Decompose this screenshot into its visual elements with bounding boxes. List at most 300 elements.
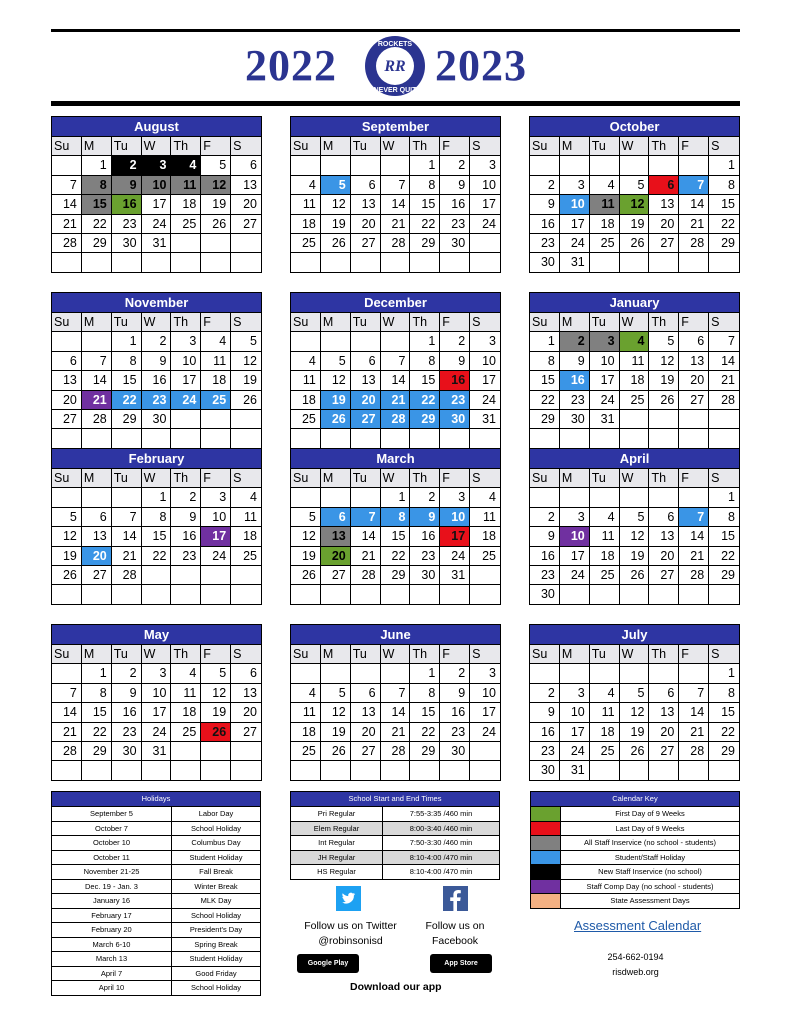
day-cell: 23 [171, 546, 201, 565]
day-cell: 31 [142, 741, 172, 760]
day-cell: 3 [440, 487, 470, 506]
day-cell: 17 [440, 526, 470, 545]
day-cell: 2 [440, 155, 470, 174]
weekday-header: S [470, 644, 500, 663]
day-cell: 24 [142, 722, 172, 741]
twitter-icon[interactable] [336, 886, 361, 911]
day-cell: 13 [52, 370, 82, 389]
month-april [529, 448, 740, 605]
month-march [290, 448, 501, 605]
day-cell: 7 [679, 175, 709, 194]
day-cell: 26 [620, 233, 650, 252]
day-cell: 2 [530, 507, 560, 526]
holidays-cell-value: Labor Day [198, 809, 234, 818]
key-swatch [531, 865, 561, 879]
schedule-cell-value: 7:55-3:35 /460 min [409, 809, 473, 818]
header-bottom-rule [51, 101, 740, 106]
day-cell: 14 [52, 702, 82, 721]
empty-cell [620, 487, 650, 506]
day-cell: 17 [560, 722, 590, 741]
day-cell: 17 [142, 702, 172, 721]
day-cell: 1 [82, 155, 112, 174]
key-row [531, 821, 739, 836]
weekday-header: S [470, 136, 500, 155]
empty-cell [530, 428, 560, 447]
twitter-follow[interactable] [298, 919, 403, 949]
empty-cell [321, 428, 351, 447]
day-cell: 27 [351, 741, 381, 760]
day-cell: 31 [590, 409, 620, 428]
empty-cell [560, 663, 590, 682]
schedule-row [291, 850, 499, 865]
weekday-header: F [201, 468, 231, 487]
holidays-row [52, 835, 260, 850]
day-cell: 18 [171, 194, 201, 213]
day-cell: 23 [112, 214, 142, 233]
day-cell: 23 [440, 390, 470, 409]
empty-cell [321, 584, 351, 603]
day-cell: 23 [112, 722, 142, 741]
weekday-header: Th [410, 468, 440, 487]
empty-cell [351, 155, 381, 174]
empty-cell [649, 252, 679, 271]
day-cell: 21 [679, 546, 709, 565]
day-cell: 17 [142, 194, 172, 213]
day-cell: 16 [440, 702, 470, 721]
empty-cell [201, 584, 231, 603]
empty-cell [620, 428, 650, 447]
day-cell: 30 [440, 741, 470, 760]
day-cell: 7 [381, 175, 411, 194]
weekday-header: F [440, 312, 470, 331]
schedule-cell-label: HS Regular [291, 865, 383, 879]
empty-cell [470, 252, 500, 271]
day-cell: 1 [410, 663, 440, 682]
empty-cell [530, 155, 560, 174]
day-cell: 30 [440, 233, 470, 252]
day-cell: 7 [679, 507, 709, 526]
empty-cell [201, 565, 231, 584]
day-cell: 26 [620, 741, 650, 760]
month-october [529, 116, 740, 273]
day-cell: 29 [82, 741, 112, 760]
empty-cell [620, 663, 650, 682]
holidays-row [52, 908, 260, 923]
weekday-header: Th [649, 312, 679, 331]
holidays-row [52, 806, 260, 821]
day-cell: 4 [590, 175, 620, 194]
holidays-cell-label: January 16 [52, 894, 172, 908]
empty-cell [52, 252, 82, 271]
top-rule [51, 29, 740, 32]
key-swatch [531, 880, 561, 894]
day-cell: 23 [530, 233, 560, 252]
app-store-button[interactable]: App Store [430, 954, 492, 973]
day-cell: 1 [530, 331, 560, 350]
day-cell: 4 [590, 683, 620, 702]
holidays-cell-label: February 20 [52, 923, 172, 937]
day-cell: 15 [709, 526, 739, 545]
day-cell: 1 [709, 663, 739, 682]
day-cell: 8 [82, 175, 112, 194]
day-cell: 2 [142, 331, 172, 350]
day-cell: 2 [530, 683, 560, 702]
day-cell: 24 [560, 233, 590, 252]
weekday-header: F [679, 312, 709, 331]
day-cell: 18 [291, 214, 321, 233]
empty-cell [291, 584, 321, 603]
empty-cell [410, 584, 440, 603]
day-cell: 19 [649, 370, 679, 389]
day-cell: 19 [321, 390, 351, 409]
google-play-button[interactable]: Google Play [297, 954, 359, 973]
empty-cell [231, 252, 261, 271]
schedule-cell-value: 8:00-3:40 /460 min [383, 822, 499, 836]
logo-initials: RR [384, 58, 406, 75]
key-row [531, 835, 739, 850]
day-cell: 26 [321, 741, 351, 760]
holidays-cell-value: School Holiday [190, 983, 242, 992]
empty-cell [440, 252, 470, 271]
day-cell: 3 [560, 507, 590, 526]
month-february [51, 448, 262, 605]
holidays-cell-label: February 17 [52, 909, 172, 923]
calendar-key-table [530, 791, 740, 909]
day-cell: 25 [590, 565, 620, 584]
day-cell: 29 [112, 409, 142, 428]
day-cell: 2 [171, 487, 201, 506]
day-cell: 16 [142, 370, 172, 389]
day-cell: 8 [82, 683, 112, 702]
day-cell: 10 [590, 351, 620, 370]
day-cell: 6 [351, 175, 381, 194]
empty-cell [590, 584, 620, 603]
empty-cell [679, 155, 709, 174]
day-cell: 4 [291, 351, 321, 370]
empty-cell [82, 428, 112, 447]
day-cell: 7 [709, 331, 739, 350]
day-cell: 19 [620, 546, 650, 565]
empty-cell [52, 428, 82, 447]
day-cell: 3 [171, 331, 201, 350]
day-cell: 16 [530, 722, 560, 741]
day-cell: 18 [590, 722, 620, 741]
day-cell: 22 [530, 390, 560, 409]
day-cell: 13 [649, 194, 679, 213]
weekday-header: S [470, 312, 500, 331]
day-cell: 19 [52, 546, 82, 565]
empty-cell [590, 487, 620, 506]
empty-cell [530, 487, 560, 506]
assessment-calendar-link[interactable]: Assessment Calendar [574, 918, 702, 933]
empty-cell [171, 584, 201, 603]
year-end: 2023 [435, 41, 527, 90]
weekday-header: Th [171, 468, 201, 487]
empty-cell [381, 252, 411, 271]
month-june [290, 624, 501, 781]
empty-cell [82, 487, 112, 506]
weekday-header: Su [291, 644, 321, 663]
day-cell: 29 [709, 233, 739, 252]
weekday-header: Su [291, 468, 321, 487]
empty-cell [142, 565, 172, 584]
weekday-header: F [440, 644, 470, 663]
day-cell: 10 [142, 175, 172, 194]
day-cell: 31 [560, 760, 590, 779]
day-cell: 7 [112, 507, 142, 526]
day-cell: 31 [560, 252, 590, 271]
day-cell: 30 [530, 760, 560, 779]
day-cell: 13 [351, 702, 381, 721]
day-cell: 18 [291, 722, 321, 741]
empty-cell [649, 487, 679, 506]
day-cell: 20 [82, 546, 112, 565]
day-cell: 6 [82, 507, 112, 526]
day-cell: 14 [112, 526, 142, 545]
month-title: November [52, 293, 261, 312]
weekday-header: M [560, 136, 590, 155]
day-cell: 4 [470, 487, 500, 506]
empty-cell [291, 663, 321, 682]
day-cell: 21 [381, 390, 411, 409]
weekday-header: S [231, 644, 261, 663]
day-cell: 14 [381, 194, 411, 213]
holidays-cell-label: September 5 [52, 807, 172, 821]
day-cell: 28 [381, 409, 411, 428]
day-cell: 1 [410, 331, 440, 350]
key-cell-value: First Day of 9 Weeks [615, 809, 685, 818]
day-cell: 19 [620, 214, 650, 233]
weekday-header: F [201, 136, 231, 155]
empty-cell [201, 428, 231, 447]
day-cell: 7 [52, 175, 82, 194]
empty-cell [649, 584, 679, 603]
day-cell: 8 [709, 507, 739, 526]
day-cell: 25 [201, 390, 231, 409]
holidays-cell-label: March 6-10 [52, 938, 172, 952]
holidays-row [52, 864, 260, 879]
day-cell: 15 [410, 194, 440, 213]
day-cell: 2 [112, 663, 142, 682]
empty-cell [231, 584, 261, 603]
month-title: January [530, 293, 739, 312]
day-cell: 29 [410, 233, 440, 252]
day-cell: 12 [231, 351, 261, 370]
day-cell: 15 [112, 370, 142, 389]
day-cell: 11 [590, 526, 620, 545]
day-cell: 13 [351, 370, 381, 389]
day-cell: 30 [530, 584, 560, 603]
facebook-icon[interactable] [443, 886, 468, 911]
day-cell: 25 [171, 722, 201, 741]
day-cell: 18 [231, 526, 261, 545]
day-cell: 26 [620, 565, 650, 584]
day-cell: 21 [679, 214, 709, 233]
day-cell: 24 [142, 214, 172, 233]
empty-cell [142, 584, 172, 603]
day-cell: 13 [649, 526, 679, 545]
key-cell-value: Staff Comp Day (no school - students) [586, 881, 714, 891]
holidays-cell-value: School Holiday [190, 910, 242, 920]
weekday-header: F [201, 644, 231, 663]
holidays-cell-value: School Holiday [190, 823, 242, 833]
weekday-header: Tu [112, 644, 142, 663]
day-cell: 30 [410, 565, 440, 584]
holidays-cell-value: Good Friday [195, 968, 237, 978]
key-swatch [531, 836, 561, 850]
key-swatch [531, 894, 561, 908]
day-cell: 27 [82, 565, 112, 584]
empty-cell [679, 487, 709, 506]
day-cell: 28 [381, 741, 411, 760]
weekday-header: W [142, 468, 172, 487]
day-cell: 30 [112, 233, 142, 252]
weekday-header: W [142, 644, 172, 663]
day-cell: 25 [620, 390, 650, 409]
day-cell: 16 [112, 194, 142, 213]
day-cell: 5 [649, 331, 679, 350]
empty-cell [590, 155, 620, 174]
day-cell: 7 [351, 507, 381, 526]
weekday-header: Tu [112, 312, 142, 331]
day-cell: 8 [709, 683, 739, 702]
holidays-table [51, 791, 261, 996]
schedule-cell-label: JH Regular [291, 851, 383, 865]
day-cell: 24 [590, 390, 620, 409]
day-cell: 26 [291, 565, 321, 584]
weekday-header: F [440, 136, 470, 155]
empty-cell [321, 663, 351, 682]
weekday-header: W [142, 312, 172, 331]
empty-cell [470, 233, 500, 252]
month-title: June [291, 625, 500, 644]
holidays-row [52, 966, 260, 981]
day-cell: 1 [709, 487, 739, 506]
day-cell: 27 [231, 722, 261, 741]
holidays-cell-label: October 11 [52, 851, 172, 865]
phone-number: 254-662-0194 [607, 952, 664, 962]
empty-cell [709, 409, 739, 428]
day-cell: 23 [142, 390, 172, 409]
empty-cell [410, 252, 440, 271]
empty-cell [351, 663, 381, 682]
empty-cell [231, 565, 261, 584]
day-cell: 2 [410, 487, 440, 506]
day-cell: 2 [440, 331, 470, 350]
day-cell: 19 [321, 214, 351, 233]
day-cell: 25 [590, 233, 620, 252]
empty-cell [590, 760, 620, 779]
weekday-header: Tu [351, 468, 381, 487]
calendar-key-title: Calendar Key [531, 792, 739, 806]
weekday-header: Th [171, 644, 201, 663]
day-cell: 14 [709, 351, 739, 370]
day-cell: 11 [291, 702, 321, 721]
weekday-header: M [82, 468, 112, 487]
month-title: February [52, 449, 261, 468]
day-cell: 19 [231, 370, 261, 389]
day-cell: 22 [82, 214, 112, 233]
weekday-header: Tu [112, 468, 142, 487]
day-cell: 3 [470, 663, 500, 682]
day-cell: 24 [560, 741, 590, 760]
day-cell: 23 [560, 390, 590, 409]
day-cell: 18 [470, 526, 500, 545]
month-title: August [52, 117, 261, 136]
svg-text:NEVER QUIT: NEVER QUIT [373, 87, 417, 94]
day-cell: 26 [649, 390, 679, 409]
weekday-header: W [381, 136, 411, 155]
weekday-header: Su [52, 312, 82, 331]
month-november [51, 292, 262, 449]
weekday-header: W [381, 644, 411, 663]
day-cell: 16 [530, 214, 560, 233]
empty-cell [679, 584, 709, 603]
day-cell: 18 [201, 370, 231, 389]
empty-cell [112, 252, 142, 271]
day-cell: 25 [590, 741, 620, 760]
empty-cell [142, 760, 172, 779]
day-cell: 22 [709, 722, 739, 741]
day-cell: 6 [321, 507, 351, 526]
schedule-cell-label: Pri Regular [291, 807, 383, 821]
day-cell: 12 [291, 526, 321, 545]
weekday-header: W [142, 136, 172, 155]
day-cell: 6 [52, 351, 82, 370]
day-cell: 5 [620, 175, 650, 194]
day-cell: 14 [679, 526, 709, 545]
day-cell: 25 [291, 409, 321, 428]
weekday-header: Tu [590, 312, 620, 331]
day-cell: 3 [470, 155, 500, 174]
day-cell: 11 [590, 194, 620, 213]
weekday-header: W [381, 312, 411, 331]
empty-cell [620, 409, 650, 428]
empty-cell [351, 760, 381, 779]
day-cell: 10 [171, 351, 201, 370]
day-cell: 20 [649, 722, 679, 741]
day-cell: 26 [321, 233, 351, 252]
empty-cell [231, 741, 261, 760]
empty-cell [679, 760, 709, 779]
day-cell: 24 [470, 214, 500, 233]
holidays-row [52, 922, 260, 937]
day-cell: 27 [679, 390, 709, 409]
empty-cell [231, 409, 261, 428]
day-cell: 10 [470, 683, 500, 702]
empty-cell [52, 760, 82, 779]
key-swatch [531, 851, 561, 865]
day-cell: 22 [709, 546, 739, 565]
day-cell: 7 [52, 683, 82, 702]
holidays-cell-label: October 7 [52, 822, 172, 836]
facebook-follow[interactable] [415, 919, 495, 949]
empty-cell [381, 331, 411, 350]
weekday-header: Su [291, 136, 321, 155]
day-cell: 23 [530, 741, 560, 760]
day-cell: 15 [709, 194, 739, 213]
empty-cell [470, 428, 500, 447]
weekday-header: Th [410, 644, 440, 663]
holidays-row [52, 893, 260, 908]
day-cell: 9 [171, 507, 201, 526]
empty-cell [590, 252, 620, 271]
day-cell: 15 [82, 194, 112, 213]
weekday-header: W [620, 468, 650, 487]
holidays-cell-label: March 13 [52, 952, 172, 966]
empty-cell [321, 252, 351, 271]
day-cell: 26 [321, 409, 351, 428]
